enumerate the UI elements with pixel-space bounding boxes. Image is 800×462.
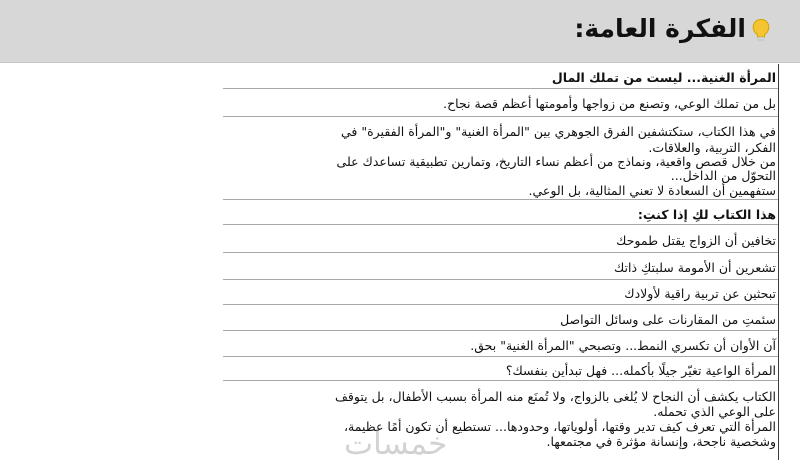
list-item: المرأة الواعية تغيّر جيلًا بأكمله... فهل تبدأين بنفسك؟ (505, 363, 776, 378)
divider-line (223, 252, 778, 253)
divider-line (223, 356, 778, 357)
for-you-heading: هذا الكتاب لكِ إذا كنتِ: (637, 207, 776, 222)
intro-text: بل من تملك الوعي، وتصنع من زواجها وأمومتها أعظم قصة نجاح. (443, 96, 776, 111)
divider-line (223, 116, 778, 117)
book-description-line: الفكر، التربية، والعلاقات. (648, 140, 776, 155)
divider-line (223, 199, 778, 200)
list-item: آن الأوان أن تكسري النمط... وتصبحي "المرأة الغنية" بحق. (470, 338, 776, 353)
closing-paragraph-line: على الوعي الذي تحمله. (653, 404, 776, 419)
divider-line (223, 224, 778, 225)
watermark-logo: خمسات (344, 426, 448, 462)
closing-paragraph-line: المرأة التي تعرف كيف تدير وقتها، أولوياتها، وحدودها... تستطيع أن تكون أمًا عظيمة، (344, 419, 776, 434)
closing-paragraph-line: وشخصية ناجحة، وإنسانة مؤثرة في مجتمعها. (546, 434, 776, 449)
page-title: الفكرة العامة: (574, 14, 746, 43)
book-description-line: من خلال قصص واقعية، ونماذج من أعظم نساء التاريخ، وتمارين تطبيقية تساعدك على (336, 154, 776, 169)
divider-line (223, 279, 778, 280)
closing-paragraph-line: الكتاب يكشف أن النجاح لا يُلغى بالزواج، ولا تُمنَع منه المرأة بسبب الأطفال، بل يتوقف (334, 389, 776, 404)
header-bar (0, 0, 800, 63)
page-border (778, 64, 779, 460)
list-item: تخافين أن الزواج يقتل طموحك (616, 233, 776, 248)
divider-line (223, 88, 778, 89)
divider-line (223, 330, 778, 331)
headline: المرأة الغنية... ليست من تملك المال (551, 70, 776, 85)
book-description-line: التحوّل من الداخل... (670, 168, 776, 183)
book-description-line: ستفهمين أن السعادة لا تعني المثالية، بل الوعي. (528, 183, 776, 198)
divider-line (223, 304, 778, 305)
list-item: تشعرين أن الأمومة سلبتكِ ذاتك (614, 260, 776, 275)
book-description-line: في هذا الكتاب، ستكتشفين الفرق الجوهري بين "المرأة الغنية" و"المرأة الفقيرة" في (340, 124, 776, 139)
list-item: تبحثين عن تربية راقية لأولادك (624, 286, 776, 301)
divider-line (223, 380, 778, 381)
list-item: سئمتِ من المقارنات على وسائل التواصل (560, 312, 776, 327)
lightbulb-icon (750, 18, 772, 42)
